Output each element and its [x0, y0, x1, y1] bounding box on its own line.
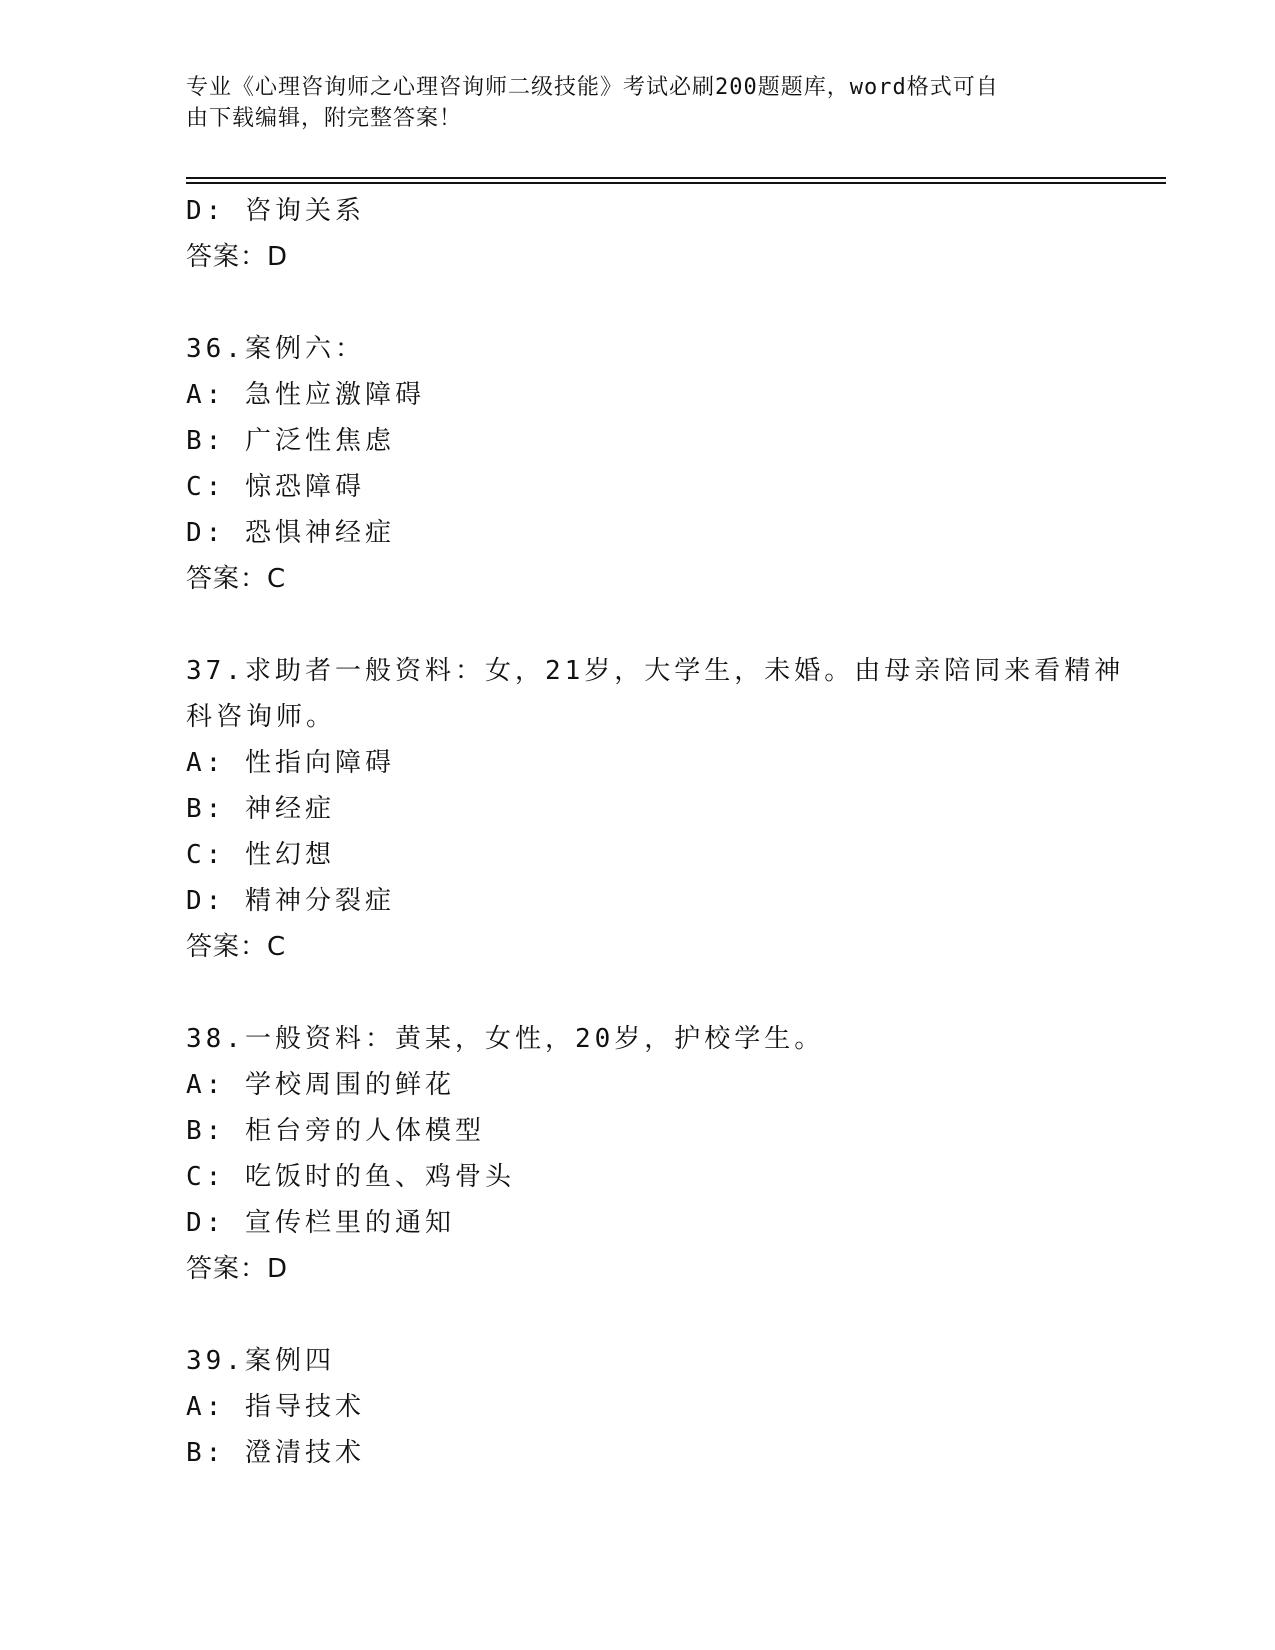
- spacer: [186, 970, 1086, 1016]
- question-list: [186, 188, 1125, 1476]
- q37-option-c: C: 性幻想: [186, 840, 335, 870]
- q36-option-b: B: 广泛性焦虑: [186, 426, 395, 456]
- q39-stem: 39.案例四: [186, 1346, 335, 1376]
- spacer: [186, 280, 1086, 326]
- header-title-line-1: 专业《心理咨询师之心理咨询师二级技能》考试必刷200题题库，word格式可自: [186, 75, 999, 100]
- header-title-line-2: 由下载编辑，附完整答案！: [186, 106, 463, 131]
- q35-option-d: D: 咨询关系: [186, 196, 365, 226]
- q36-answer: 答案：C: [186, 564, 287, 594]
- q37-answer: 答案：C: [186, 932, 287, 962]
- q39-option-b: B: 澄清技术: [186, 1438, 365, 1468]
- header-divider-top: [186, 177, 1166, 179]
- q36-option-d: D: 恐惧神经症: [186, 518, 395, 548]
- q37-option-b: B: 神经症: [186, 794, 335, 824]
- spacer: [186, 602, 1086, 648]
- q35-answer: 答案：D: [186, 242, 289, 272]
- q38-option-d: D: 宣传栏里的通知: [186, 1208, 455, 1238]
- q38-stem: 38.一般资料：黄某，女性，20岁，护校学生。: [186, 1024, 825, 1054]
- q36-stem: 36.案例六：: [186, 334, 365, 364]
- q36-option-a: A: 急性应激障碍: [186, 380, 425, 410]
- q39-option-a: A: 指导技术: [186, 1392, 365, 1422]
- q38-option-b: B: 柜台旁的人体模型: [186, 1116, 485, 1146]
- q37-option-d: D: 精神分裂症: [186, 886, 395, 916]
- q38-option-a: A: 学校周围的鲜花: [186, 1070, 455, 1100]
- q37-option-a: A: 性指向障碍: [186, 748, 395, 778]
- q38-option-c: C: 吃饭时的鱼、鸡骨头: [186, 1162, 515, 1192]
- q36-option-c: C: 惊恐障碍: [186, 472, 365, 502]
- document-header: [186, 72, 1066, 134]
- spacer: [186, 1292, 1086, 1338]
- q37-stem-line-2: 科咨询师。: [186, 702, 337, 732]
- header-divider-bottom: [186, 182, 1166, 184]
- q37-stem-line-1: 37.求助者一般资料：女，21岁，大学生，未婚。由母亲陪同来看精神: [186, 656, 1125, 686]
- q38-answer: 答案：D: [186, 1254, 289, 1284]
